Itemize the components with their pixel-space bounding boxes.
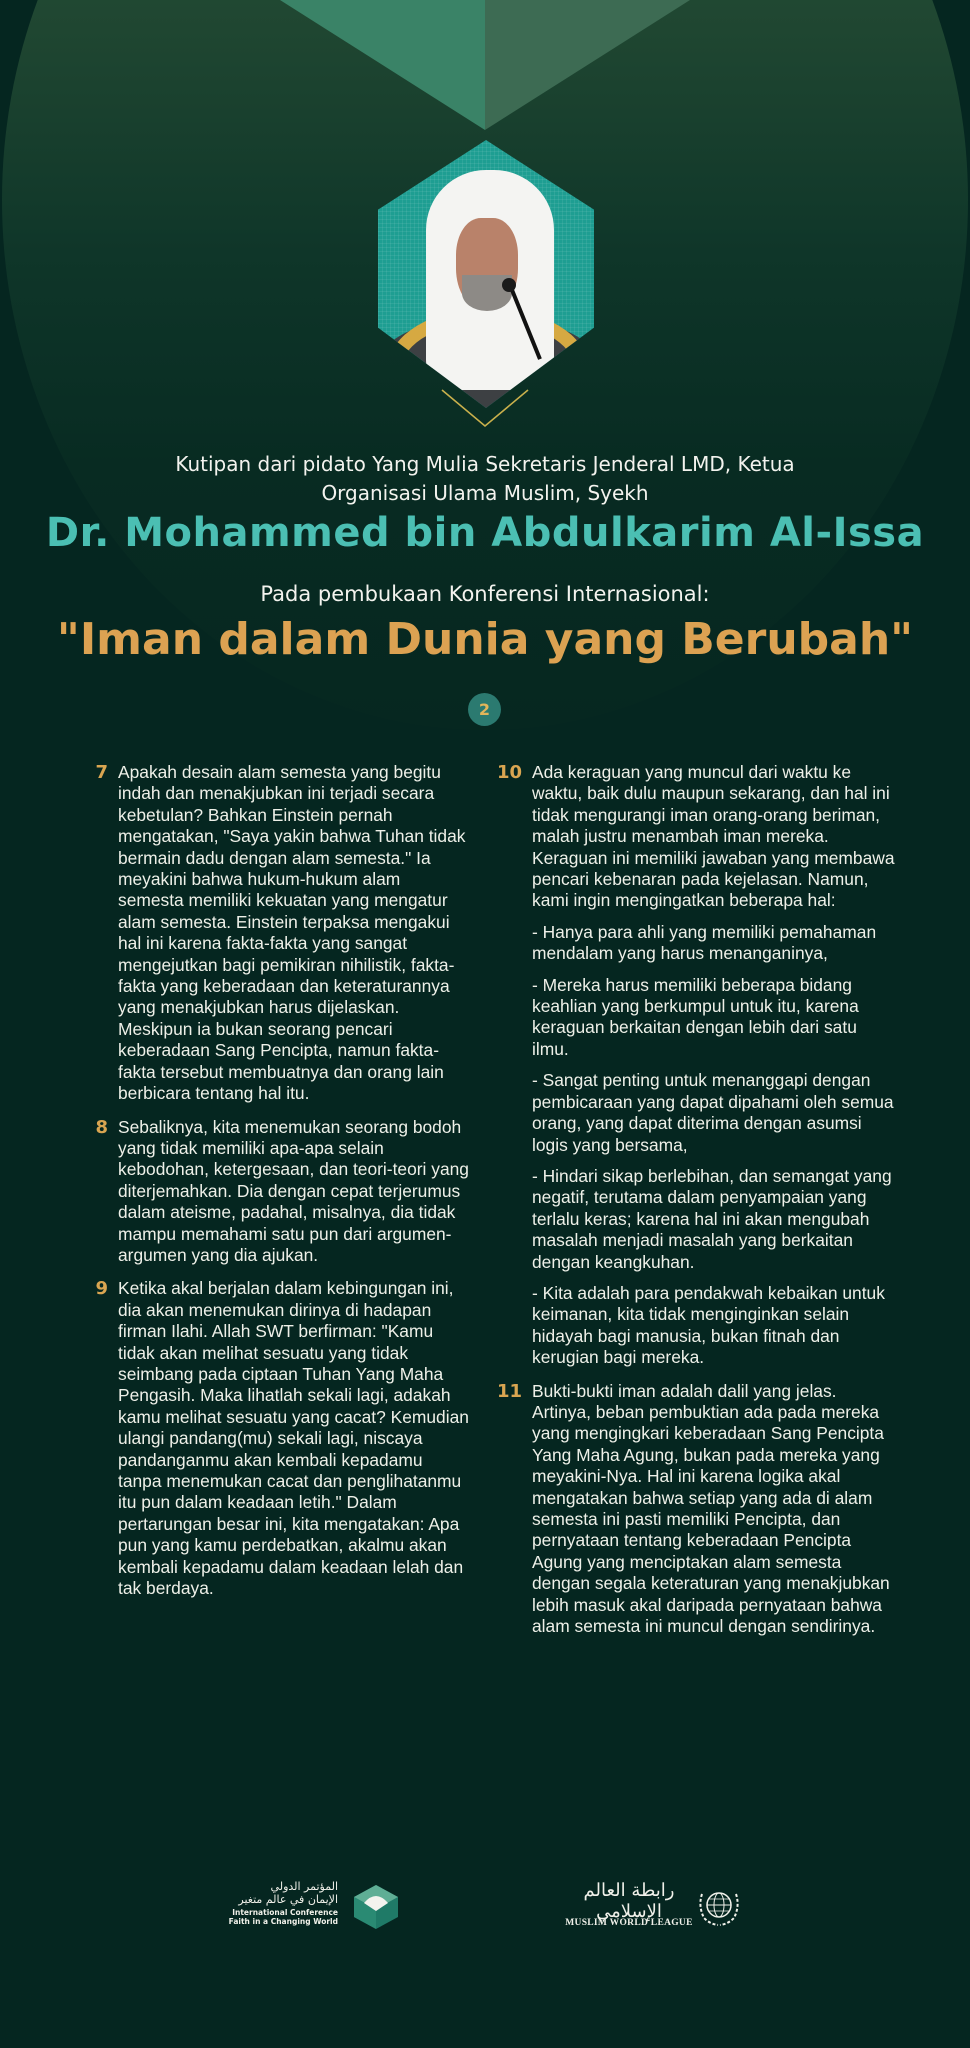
conference-arabic-line-2: الإيمان في عالم متغير: [238, 1893, 338, 1906]
conference-logo-english: [208, 1908, 338, 1926]
numbered-point: [84, 762, 470, 1105]
conference-english-line-2: Faith in a Changing World: [228, 1917, 338, 1926]
page-number-badge: 2: [468, 693, 501, 726]
conference-english-line-1: International Conference: [232, 1908, 338, 1917]
point-paragraph: Ketika akal berjalan dalam kebingungan ini, dia akan menemukan dirinya di hadapan firman Ilahi. Allah SWT berfirman: "Kamu tidak akan melihat sesuatu yang tidak seimbang pada ciptaan Tuhan Yang Maha Pengasih. Maka lihatlah sekali lagi, adakah kamu melihat sesuatu yang cacat? Kemudian ulangi pandang(mu) sekali lagi, niscaya pandanganmu akan kembali kepadamu tanpa menemukan cacat dan penglihatanmu itu pun dalam keadaan letih." Dalam pertarungan besar ini, kita mengatakan: Apa pun yang kamu perdebatkan, akalmu akan kembali kepadamu dalam keadaan lelah dan tak berdaya.: [118, 1278, 469, 1599]
point-paragraph: Bukti-bukti iman adalah dalil yang jelas. Artinya, beban pembuktian ada pada mereka yang mengingkari keberadaan Sang Pencipta Yang Maha Agung, bukan pada mereka yang meyakini-Nya. Hal ini karena logika akal mengatakan bahwa setiap yang ada di alam semesta ini pasti memiliki Pencipta, dan pernyataan tentang keberadaan Pencipta Agung yang menciptakan alam semesta dengan segala keteraturan yang menakjubkan lebih masuk akal daripada pernyataan bahwa alam semesta ini muncul dengan sendirinya.: [532, 1380, 890, 1637]
point-body: [118, 1117, 470, 1267]
mwl-arabic-calligraphy: رابطة العالم الإسلامي: [583, 1880, 675, 1922]
point-paragraph: Ada keraguan yang muncul dari waktu ke waktu, baik dulu maupun sekarang, dan hal ini tidak mengurangi iman orang-orang beriman, malah justru menambah iman mereka. Keraguan ini memiliki jawaban yang membawa pencari kebenaran pada kejelasan. Namun, kami ingin mengingatkan beberapa hal:: [532, 762, 895, 911]
point-body: [532, 762, 896, 1369]
point-body: [532, 1381, 896, 1638]
bullet-paragraph: - Hanya para ahli yang memiliki pemahaman mendalam yang harus menanganinya,: [532, 921, 877, 964]
occasion-text: Pada pembukaan Konferensi Internasional:: [260, 582, 710, 606]
globe-wreath-emblem-icon: [696, 1882, 742, 1928]
mwl-english-name: MUSLIM WORLD LEAGUE: [565, 1918, 693, 1928]
conference-logo: [225, 1878, 400, 1938]
point-body: [118, 1278, 470, 1599]
intro-line-2: Organisasi Ulama Muslim, Syekh: [321, 481, 649, 505]
point-number: 11: [496, 1380, 522, 1402]
numbered-point: [496, 1381, 896, 1638]
muslim-world-league-logo: [564, 1880, 744, 1938]
point-paragraph: Sebaliknya, kita menemukan seorang bodoh yang tidak memiliki apa-apa selain kebodohan, ketergesaan, dan teori-teori yang diterjemahkan. Dia dengan cepat terjerumus dalam ateisme, padahal, misalnya, dia tidak mampu memahami satu pun dari argumen-argumen yang dia ajukan.: [118, 1116, 469, 1265]
cube-dome-icon: [352, 1883, 400, 1931]
bullet-paragraph: - Mereka harus memiliki beberapa bidang keahlian yang berkumpul untuk itu, karena keraguan berkaitan dengan lebih dari satu ilmu.: [532, 974, 859, 1059]
point-body: [118, 762, 470, 1105]
point-paragraph: Apakah desain alam semesta yang begitu indah dan menakjubkan ini terjadi secara kebetulan? Bahkan Einstein pernah mengatakan, "Saya yakin bahwa Tuhan tidak bermain dadu dengan alam semesta." Ia meyakini bahwa hukum-hukum alam semesta memiliki kekuatan yang mengatur alam semesta. Einstein terpaksa mengakui hal ini karena fakta-fakta yang sangat mengejutkan bagi pemikiran nihilistik, fakta-fakta yang keberadaan dan keteraturannya yang menakjubkan harus dijelaskan. Meskipun ia bukan seorang pencari keberadaan Sang Pencipta, namun fakta-fakta tersebut membuatnya dan orang lain berbicara tentang hal itu.: [118, 762, 466, 1104]
bullet-paragraph: - Hindari sikap berlebihan, dan semangat yang negatif, terutama dalam penyampaian yang terlalu keras; karena hal ini akan mengubah masalah menjadi masalah yang berkaitan dengan keangkuhan.: [532, 1165, 892, 1272]
conference-logo-arabic: [218, 1880, 338, 1906]
bullet-paragraph: - Kita adalah para pendakwah kebaikan untuk keimanan, kita tidak menginginkan selain hidayah bagi manusia, bukan fitnah dan kerugian bagi mereka.: [532, 1282, 885, 1368]
right-column: [496, 762, 896, 1649]
microphone-icon: [502, 278, 516, 292]
speaker-name: Dr. Mohammed bin Abdulkarim Al-Issa: [45, 510, 925, 556]
left-column: [84, 762, 470, 1611]
bullet-paragraph: - Sangat penting untuk menanggapi dengan pembicaraan yang dapat dipahami oleh semua orang, yang dapat diterima dengan asumsi logis yang bersama,: [532, 1070, 894, 1155]
point-number: 10: [496, 762, 522, 783]
intro-line-1: Kutipan dari pidato Yang Mulia Sekretaris Jenderal LMD, Ketua: [175, 452, 795, 476]
numbered-point: [84, 1278, 470, 1599]
point-number: 8: [95, 1116, 108, 1138]
point-number: 7: [95, 762, 108, 783]
point-number: 9: [95, 1278, 108, 1300]
numbered-point: [84, 1117, 470, 1267]
conference-arabic-line-1: المؤتمر الدولي: [270, 1880, 338, 1893]
numbered-point: [496, 762, 896, 1369]
intro-text: [0, 450, 970, 508]
conference-title: "Iman dalam Dunia yang Berubah": [56, 614, 914, 665]
chevron-down-icon: [440, 388, 530, 428]
